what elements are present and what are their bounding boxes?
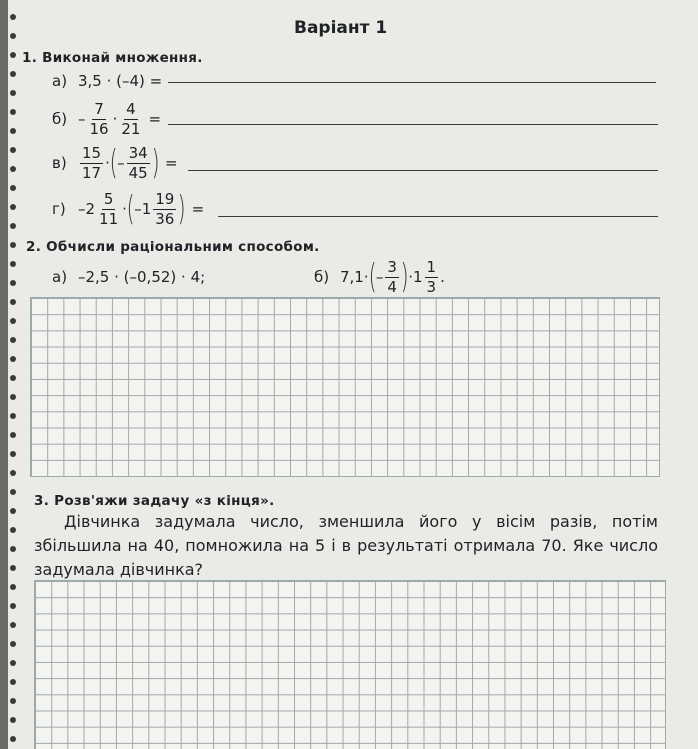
item-label: а) [52,72,68,90]
task1-item-a [52,70,162,92]
fraction-1 [385,257,399,296]
binding-hole [10,603,16,609]
fraction-2 [425,257,439,296]
binding-hole [10,280,16,286]
answer-grid-task3[interactable] [34,580,666,749]
task1-item-c [52,142,178,184]
multiply-dot: · [112,110,118,128]
numerator: 15 [82,143,102,162]
fraction-1 [97,189,120,228]
numerator: 5 [103,189,114,208]
denominator: 3 [426,277,437,296]
numerator: 3 [387,257,397,276]
open-paren: ( [109,143,118,183]
binding-hole [10,565,16,571]
problem-text: Дівчинка задумала число, зменшила його у вісім разів, потім збільшила на 40, помножила на 5 і в результаті отримала 70. Яке число задумала дівчинка? [34,512,658,579]
numerator: 7 [94,99,104,118]
binding-hole [10,508,16,514]
denominator: 16 [89,119,109,138]
end-dot: . [440,268,445,286]
binding-hole [10,109,16,115]
whole-part: 1 [412,268,423,286]
binding-hole [10,717,16,723]
fraction-1 [88,99,111,138]
minus-sign: – [78,110,86,128]
binding-hole [10,242,16,248]
spiral-binding [8,0,18,749]
binding-hole [10,432,16,438]
binding-hole [10,679,16,685]
expression: –2,5 · (–0,52) · 4; [78,268,206,286]
binding-hole [10,375,16,381]
binding-hole [10,52,16,58]
binding-hole [10,128,16,134]
answer-line-c[interactable] [188,170,658,171]
minus-sign: – [117,154,125,172]
binding-hole [10,736,16,742]
binding-hole [10,660,16,666]
binding-hole [10,299,16,305]
open-paren: ( [126,189,135,229]
binding-hole [10,166,16,172]
expression: 3,5 · (–4) = [78,72,163,90]
binding-hole [10,413,16,419]
item-label: а) [52,268,68,286]
equals-sign: = [165,154,178,172]
numerator: 4 [126,99,136,118]
numerator: 34 [128,143,148,162]
denominator: 11 [99,209,119,228]
binding-hole [10,527,16,533]
variant-title: Варіант 1 [294,18,388,38]
binding-hole [10,14,16,20]
binding-hole [10,641,16,647]
whole-part: –2 [78,200,96,218]
equals-sign: = [191,200,205,218]
multiply-dot: · [408,268,413,286]
binding-hole [10,451,16,457]
binding-hole [10,33,16,39]
task1-heading: 1. Виконай множення. [22,50,203,66]
task2-item-a [52,266,205,288]
fraction-1 [80,143,103,182]
binding-hole [10,489,16,495]
denominator: 4 [387,277,397,296]
task2-item-b [314,256,445,298]
binding-hole [10,622,16,628]
binding-hole [10,90,16,96]
denominator: 36 [155,209,175,228]
binding-hole [10,204,16,210]
fraction-2 [153,189,176,228]
task2-heading: 2. Обчисли раціональним способом. [26,239,320,255]
numerator: 19 [155,189,175,208]
item-label: в) [52,154,67,172]
task1-item-b [52,99,161,139]
multiply-dot: · [105,154,110,172]
equals-sign: = [148,110,162,128]
binding-hole [10,185,16,191]
binding-hole [10,318,16,324]
open-paren: ( [368,257,377,297]
denominator: 17 [82,163,102,182]
minus-sign: – [375,268,384,286]
answer-line-d[interactable] [218,216,658,217]
multiply-dot: · [122,200,127,218]
close-paren: ) [400,257,409,297]
task3-heading: 3. Розв'яжи задачу «з кінця». [34,493,275,509]
item-label: г) [52,200,66,218]
denominator: 21 [121,119,141,138]
close-paren: ) [151,143,160,183]
task3-problem [34,510,658,582]
binding-hole [10,337,16,343]
binding-hole [10,470,16,476]
denominator: 45 [128,163,148,182]
item-label: б) [52,110,68,128]
fraction-2 [119,99,142,138]
binding-hole [10,147,16,153]
answer-grid-task2[interactable] [30,297,660,477]
binding-hole [10,584,16,590]
binding-hole [10,698,16,704]
answer-line-b[interactable] [168,124,658,125]
binding-hole [10,394,16,400]
worksheet-page [8,0,698,749]
item-label: б) [314,268,330,286]
answer-line-a[interactable] [168,82,656,83]
whole-part: –1 [134,200,152,218]
close-paren: ) [177,189,186,229]
whole-part: 7,1· [340,268,369,286]
binding-hole [10,71,16,77]
numerator: 1 [426,257,437,276]
binding-hole [10,356,16,362]
fraction-2 [127,143,150,182]
binding-hole [10,546,16,552]
binding-hole [10,223,16,229]
binding-hole [10,261,16,267]
task1-item-d [52,188,204,230]
